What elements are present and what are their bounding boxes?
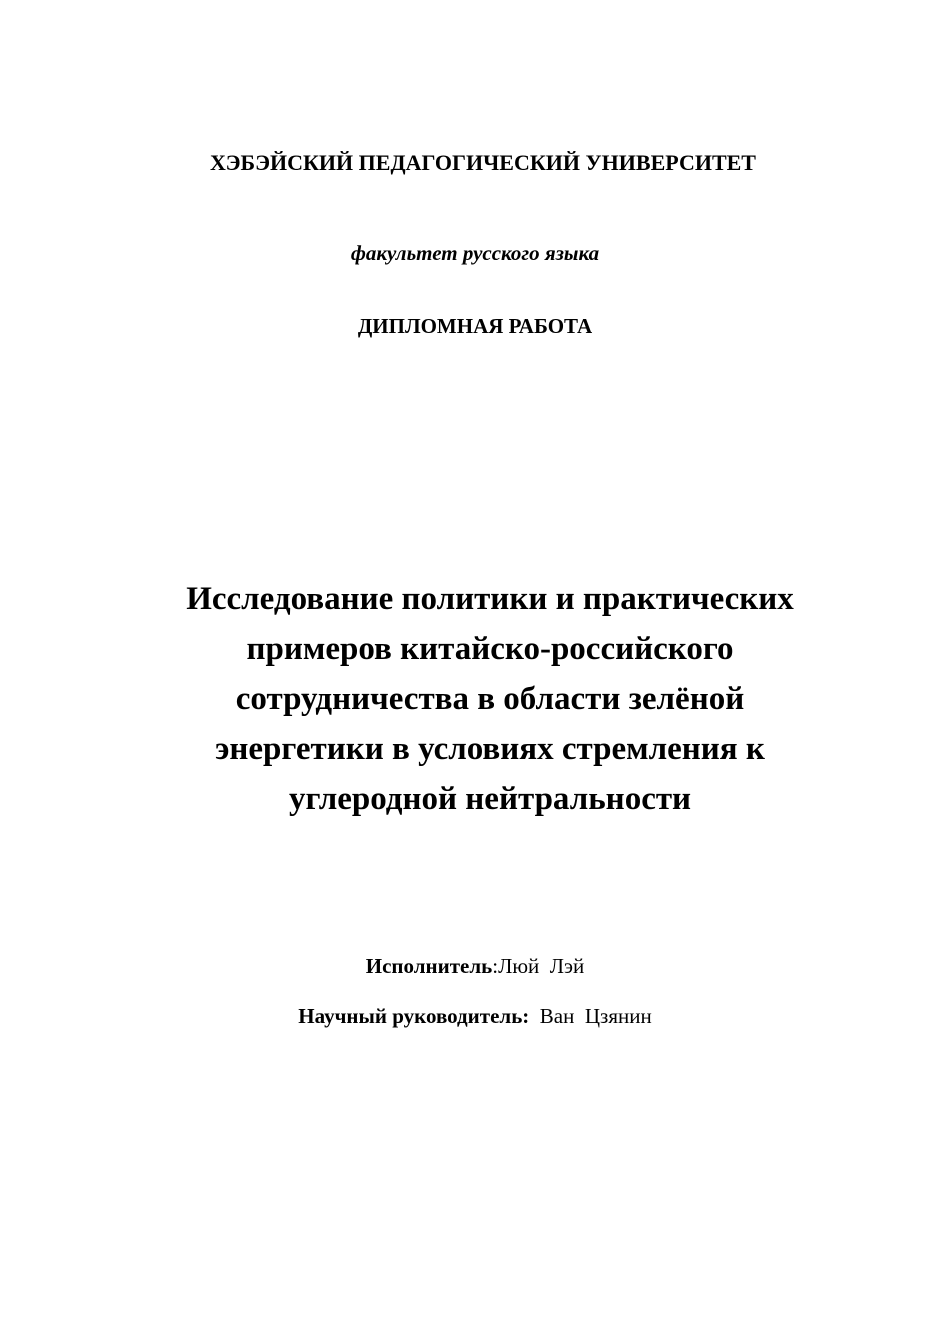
thesis-title bbox=[145, 574, 835, 824]
supervisor-line bbox=[0, 1004, 950, 1029]
thesis-title-line-3: сотрудничества в области зелёной bbox=[235, 681, 745, 717]
thesis-title-line-5: углеродной нейтральности bbox=[288, 781, 692, 817]
thesis-title-line-1: Исследование политики и практических bbox=[186, 581, 794, 617]
supervisor-label: Научный руководитель: bbox=[298, 1004, 530, 1028]
performer-line bbox=[0, 954, 950, 979]
thesis-title-line-2: примеров китайско-российского bbox=[246, 631, 734, 667]
faculty-name: факультет русского языка bbox=[350, 241, 600, 265]
thesis-title-line-4: энергетики в условиях стремления к bbox=[215, 731, 765, 767]
performer-name: Люй Лэй bbox=[498, 954, 585, 978]
supervisor-name: Ван Цзянин bbox=[539, 1004, 652, 1028]
performer-separator: : bbox=[492, 954, 499, 978]
university-name: ХЭБЭЙСКИЙ ПЕДАГОГИЧЕСКИЙ УНИВЕРСИТЕТ bbox=[210, 150, 756, 175]
document-type: ДИПЛОМНАЯ РАБОТА bbox=[357, 314, 593, 338]
performer-label: Исполнитель bbox=[365, 954, 493, 978]
